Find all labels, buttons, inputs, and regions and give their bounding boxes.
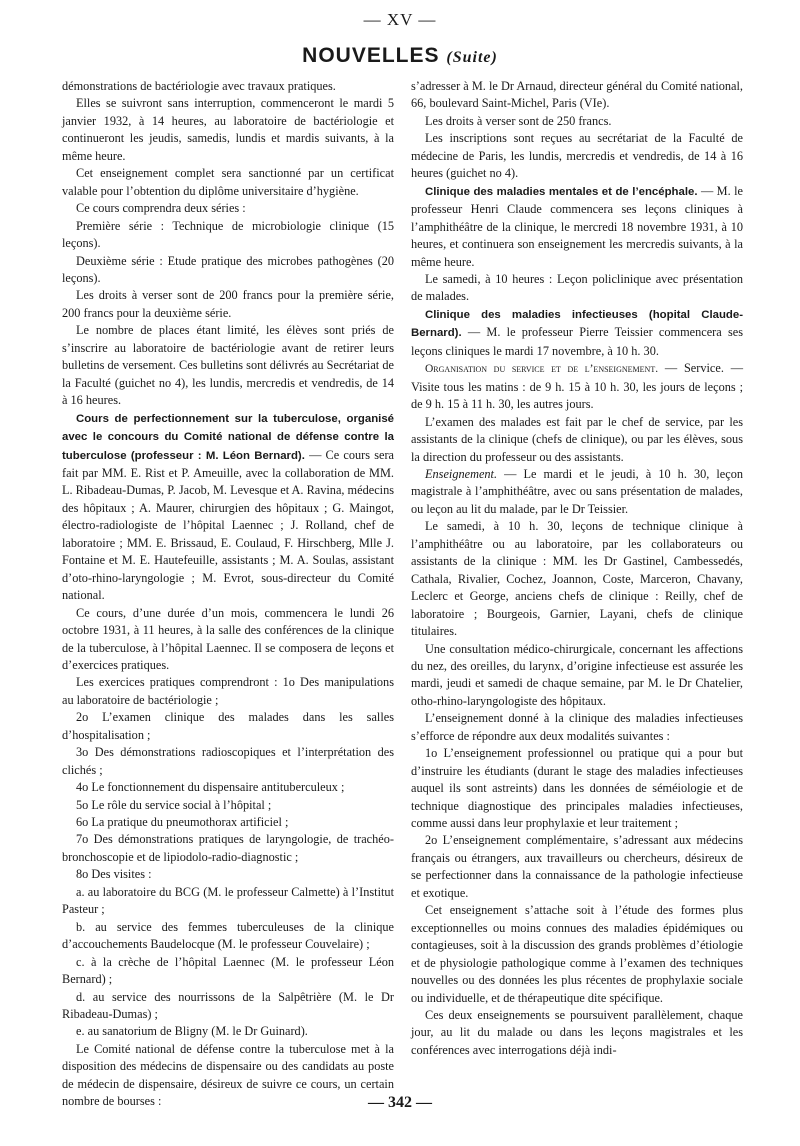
list-item: 6o La pratique du pneumothorax artificiel ;: [76, 815, 289, 830]
subheading: Organisation du service et de l’enseignement.: [425, 363, 659, 376]
subheading-text: — Service. — Visite tous les matins : de 9 h. 15 à 10 h. 30, les jours de leçons ; de 9 h. 15 à 11 h. 30, les autres jours.: [411, 361, 744, 412]
subheading-text: — Le mardi et le jeudi, à 10 h. 30, leçon magistrale à l’amphithéâtre, avec ou sans présentation de malades, ou leçon au lit du malade, par le Dr Teissier.: [411, 466, 743, 516]
section-title: [0, 44, 800, 68]
paragraph: s’adresser à M. le Dr Arnaud, directeur général du Comité national, 66, boulevard Saint-Michel, Paris (VIe).: [411, 79, 743, 111]
subheading: Enseignement.: [425, 466, 498, 481]
section-title-suite: (Suite): [446, 49, 498, 66]
paragraph: Cet enseignement s’attache soit à l’étude des formes plus exceptionnelles ou moins connues des maladies épidémiques ou contagieuses, soit à la discussion des grands problèmes d’étiologie et de physiologie pathologique comme à l’examen des techniques nouvelles ou des données les plus récentes de prophylaxie sociale ou individuelle, et de thérapeutique dite spécifique.: [411, 903, 743, 1005]
paragraph: 1o L’enseignement professionnel ou pratique qui a pour but d’instruire les étudiants (durant le stage des maladies infectieuses auquel ils sont astreints) dans les données de séméiologie et de technique diagnostique des principales maladies infectieuses, comme aussi dans leur prophylaxie et leur traitement ;: [411, 746, 743, 831]
paragraph: [411, 466, 743, 518]
paragraph: Ce cours, d’une durée d’un mois, commencera le lundi 26 octobre 1931, à 11 heures, à la salle des conférences de la clinique de la tuberculose, à l’hôpital Laennec. Il se composera de leçons et d’exercices pratiques.: [62, 605, 394, 672]
paragraph: L’enseignement donné à la clinique des maladies infectieuses s’efforce de répondre aux deux modalités suivantes :: [411, 711, 743, 743]
page-number: — 342 —: [368, 1094, 432, 1111]
list-item: 8o Des visites :: [76, 867, 152, 882]
paragraph: Le samedi, à 10 h. 30, leçons de technique clinique à l’amphithéâtre ou au laboratoire, par les collaborateurs ou assistants de la clinique : MM. les Dr Gastinel, Cambessedés, Cathala, Rivalier, Cochez, Joannon, Coste, Marceron, Chavany, Leclerc et George, anciens chefs de clinique : Reilly, chef de laboratoire ; Bourgeois, Garnier, Layani, chefs de clinique titulaires.: [411, 519, 743, 639]
paragraph: [62, 410, 394, 605]
paragraph: Le nombre de places étant limité, les élèves sont priés de s’inscrire au laboratoire de bactériologie avant de retirer leurs bulletins de versement. Ces bulletins sont délivrés au Secrétariat de la Faculté (guichet no 4), les lundis, mercredis et vendredis, de 14 à 16 heures.: [62, 323, 394, 408]
paragraph: Les droits à verser sont de 250 francs.: [425, 113, 612, 128]
paragraph: Les exercices pratiques comprendront : 1o Des manipulations au laboratoire de bactériologie ;: [62, 675, 394, 707]
list-item: 2o L’examen clinique des malades dans les salles d’hospitalisation ;: [62, 710, 394, 742]
paragraph: Ce cours comprendra deux séries :: [76, 201, 246, 216]
paragraph: Les inscriptions sont reçues au secrétariat de la Faculté de médecine de Paris, les lundis, mercredis et vendredis, de 14 à 16 heures (guichet no 4).: [411, 131, 743, 181]
paragraph: Première série : Technique de microbiologie clinique (15 leçons).: [62, 218, 394, 251]
list-item: c. à la crèche de l’hôpital Laennec (M. le professeur Léon Bernard) ;: [62, 954, 394, 987]
list-item: 7o Des démonstrations pratiques de laryngologie, de trachéo-bronchoscopie et de lipiodolo-radio-diagnostic ;: [62, 832, 394, 864]
paragraph: Le samedi, à 10 heures : Leçon policlinique avec présentation de malades.: [411, 271, 743, 304]
paragraph: Une consultation médico-chirurgicale, concernant les affections du nez, des oreilles, du larynx, d’origine infectieuse est assurée les mardi, jeudi et samedi de chaque semaine, par M. le Dr Chatelier, otho-rhino-laryngologiste des hôpitaux.: [411, 641, 743, 708]
section-title-text: NOUVELLES: [302, 44, 440, 67]
paragraph: [411, 360, 743, 413]
right-column: [411, 78, 743, 1093]
paragraph: Les droits à verser sont de 200 francs pour la première série, 200 francs pour la deuxième série.: [62, 288, 394, 320]
paragraph: L’examen des malades est fait par le chef de service, par les assistants de la clinique (chefs de clinique), ou par les élèves, sous la direction du professeur ou des assistants.: [411, 414, 743, 464]
course-heading: Cours de perfectionnement sur la tuberculose, organisé avec le concours du Comité national de défense contre la tuberculose (professeur : M. Léon Bernard).: [62, 412, 394, 462]
paragraph: Elles se suivront sans interruption, commenceront le mardi 5 janvier 1932, à 14 heures, au laboratoire de bactériologie et continueront les jeudis, samedis, lundis et mardis suivants, à la même heure.: [62, 96, 394, 163]
paragraph: Deuxième série : Etude pratique des microbes pathogènes (20 leçons).: [62, 253, 394, 285]
paragraph: Cet enseignement complet sera sanctionné par un certificat valable pour l’obtention du diplôme universitaire d’hygiène.: [62, 166, 394, 198]
list-item: 3o Des démonstrations radioscopiques et l’interprétation des clichés ;: [62, 745, 394, 777]
roman-page-number: — XV —: [363, 10, 437, 29]
paragraph: démonstrations de bactériologie avec travaux pratiques.: [62, 79, 336, 93]
clinic-text: — M. le professeur Pierre Teissier commencera ses leçons cliniques le mardi 17 novembre, à 10 h. 30.: [411, 325, 743, 358]
paragraph: [411, 306, 743, 360]
clinic-heading: Clinique des maladies infectieuses (hopital Claude-Bernard).: [411, 308, 743, 340]
clinic-heading: Clinique des maladies mentales et de l’encéphale.: [425, 185, 698, 198]
list-item: e. au sanatorium de Bligny (M. le Dr Guinard).: [76, 1024, 308, 1039]
list-item: b. au service des femmes tuberculeuses de la clinique d’accouchements Baudelocque (M. le professeur Couvelaire) ;: [62, 919, 394, 952]
left-column: [62, 78, 395, 1109]
paragraph: 2o L’enseignement complémentaire, s’adressant aux médecins français ou étrangers, aux travailleurs ou chercheurs, désireux de se perfectionner dans la connaissance de la pathologie infectieuse et exotique.: [411, 833, 743, 900]
list-item: a. au laboratoire du BCG (M. le professeur Calmette) à l’Institut Pasteur ;: [62, 884, 394, 917]
course-text: — Ce cours sera fait par MM. E. Rist et P. Ameuille, avec la collaboration de MM. L. Ribadeau-Dumas, P. Jacob, M. Levesque et A. Ravina, médecins des hôpitaux ; A. Maurer, chirurgien des hôpitaux ; G. Maingot, électro-radiologiste de l’hôpital Laennec ; J. Rolland, chef de laboratoire ; MM. E. Brissaud, E. Coulaud, F. Hirschberg, Mlle J. Fontaine et M. E. Hautefeuille, assistants ; M. A. Soulas, assistant d’oto-rhino-laryngologie ; M. Evrot, sous-directeur du Comité national.: [62, 447, 395, 603]
clinic-text: — M. le professeur Henri Claude commencera ses leçons cliniques à l’amphithéâtre de la clinique, le mercredi 18 novembre 1931, à 10 heures, et continuera son enseignement les mercredis suivants, à la même heure.: [411, 183, 743, 269]
list-item: 4o Le fonctionnement du dispensaire antituberculeux ;: [76, 780, 345, 795]
paragraph: Ces deux enseignements se poursuivent parallèlement, chaque jour, au lit du malade ou dans les leçons magistrales et les conférences avec interrogations déjà indi-: [411, 1008, 743, 1057]
list-item: d. au service des nourrissons de la Salpêtrière (M. le Dr Ribadeau-Dumas) ;: [62, 989, 394, 1022]
paragraph: Le Comité national de défense contre la tuberculose met à la disposition des médecins de dispensaire ou des candidats au poste de médecin de dispensaire, désireux de suivre ce cours, un certain nombre de bourses :: [62, 1041, 394, 1109]
paragraph: [411, 183, 743, 271]
list-item: 5o Le rôle du service social à l’hôpital ;: [76, 797, 272, 812]
